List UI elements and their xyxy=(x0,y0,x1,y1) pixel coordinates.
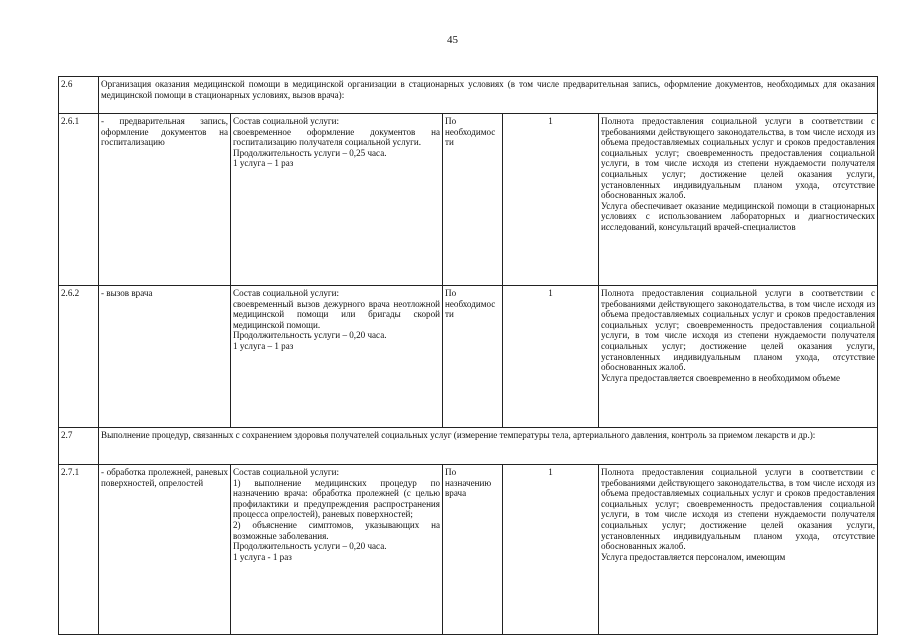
service-composition xyxy=(231,114,443,286)
composition-line: Продолжительность услуги – 0,20 часа. xyxy=(233,541,387,552)
table-row xyxy=(59,114,878,286)
composition-line: Состав социальной услуги: xyxy=(233,467,340,477)
composition-line: Состав социальной услуги: xyxy=(233,288,340,298)
page-number: 45 xyxy=(447,34,458,46)
table-row xyxy=(59,77,878,114)
composition-line: Продолжительность услуги – 0,25 часа. xyxy=(233,147,387,158)
composition-line: Состав социальной услуги: xyxy=(233,116,340,126)
service-name: - предварительная запись, оформление документов на госпитализацию xyxy=(99,114,231,286)
row-number: 2.7.1 xyxy=(59,465,99,635)
service-volume: 1 xyxy=(503,465,599,635)
quality-paragraph: Услуга предоставляется персоналом, имеющим xyxy=(601,551,786,562)
composition-line: 1 услуга - 1 раз xyxy=(233,551,292,562)
service-quality xyxy=(599,465,878,635)
row-number: 2.7 xyxy=(59,428,99,465)
section-title: Выполнение процедур, связанных с сохранением здоровья получателей социальных услуг (измерение температуры тела, артериального давления, контроль за приемом лекарств и др.): xyxy=(99,428,878,465)
quality-paragraph: Полнота предоставления социальной услуги в соответствии с требованиями действующего законодательства, в том числе исходя из объема предоставляемых социальных услуг и сроков предоставления социальных услуг; своевременность предоставления социальной услуги, в том числе исходя из степени нуждаемости получателя социальных услуг; достижение целей оказания услуги, установленных индивидуальным планом ухода, отсутствие обоснованных жалоб. xyxy=(601,116,876,201)
service-quality xyxy=(599,114,878,286)
service-term: По необходимос ти xyxy=(443,114,503,286)
composition-line: 2) объяснение симптомов, указывающих на возможные заболевания. xyxy=(233,519,440,541)
composition-line: Продолжительность услуги – 0,20 часа. xyxy=(233,330,387,341)
table-row xyxy=(59,286,878,428)
service-term: По необходимос ти xyxy=(443,286,503,428)
services-table xyxy=(58,76,878,635)
row-number: 2.6.1 xyxy=(59,114,99,286)
composition-line: 1 услуга – 1 раз xyxy=(233,340,294,351)
table-row xyxy=(59,428,878,465)
quality-paragraph: Услуга предоставляется своевременно в необходимом объеме xyxy=(601,372,840,383)
quality-paragraph: Полнота предоставления социальной услуги в соответствии с требованиями действующего законодательства, в том числе исходя из объема предоставляемых социальных услуг и сроков предоставления социальных услуг; своевременность предоставления социальной услуги, в том числе исходя из степени нуждаемости получателя социальных услуг; достижение целей оказания услуги, установленных индивидуальным планом ухода, отсутствие обоснованных жалоб. xyxy=(601,467,876,552)
service-name: - вызов врача xyxy=(99,286,231,428)
row-number: 2.6 xyxy=(59,77,99,114)
service-quality xyxy=(599,286,878,428)
service-composition xyxy=(231,465,443,635)
composition-line: 1 услуга – 1 раз xyxy=(233,158,294,169)
service-composition xyxy=(231,286,443,428)
service-name: - обработка пролежней, раневых поверхностей, опрелостей xyxy=(99,465,231,635)
row-number: 2.6.2 xyxy=(59,286,99,428)
service-volume: 1 xyxy=(503,114,599,286)
composition-line: своевременное оформление документов на госпитализацию получателя социальной услуги. xyxy=(233,126,440,148)
table-row xyxy=(59,465,878,635)
composition-line: своевременный вызов дежурного врача неотложной медицинской помощи или бригады скорой медицинской помощи. xyxy=(233,298,440,330)
composition-line: 1) выполнение медицинских процедур по назначению врача: обработка пролежней (с целью профилактики и предупреждения распространения процесса опрелостей), раневых поверхностей; xyxy=(233,477,440,520)
service-volume: 1 xyxy=(503,286,599,428)
quality-paragraph: Услуга обеспечивает оказание медицинской помощи в стационарных условиях с использованием лабораторных и диагностических исследований, консультаций врачей-специалистов xyxy=(601,200,876,232)
quality-paragraph: Полнота предоставления социальной услуги в соответствии с требованиями действующего законодательства, в том числе исходя из объема предоставляемых социальных услуг и сроков предоставления социальных услуг; своевременность предоставления социальной услуги, в том числе исходя из степени нуждаемости получателя социальных услуг; достижение целей оказания услуги, установленных индивидуальным планом ухода, отсутствие обоснованных жалоб. xyxy=(601,288,876,373)
service-term: По назначению врача xyxy=(443,465,503,635)
section-title: Организация оказания медицинской помощи в медицинской организации в стационарных условиях (в том числе предварительная запись, оформление документов, необходимых для оказания медицинской помощи в стационарных условиях, вызов врача): xyxy=(99,77,878,114)
